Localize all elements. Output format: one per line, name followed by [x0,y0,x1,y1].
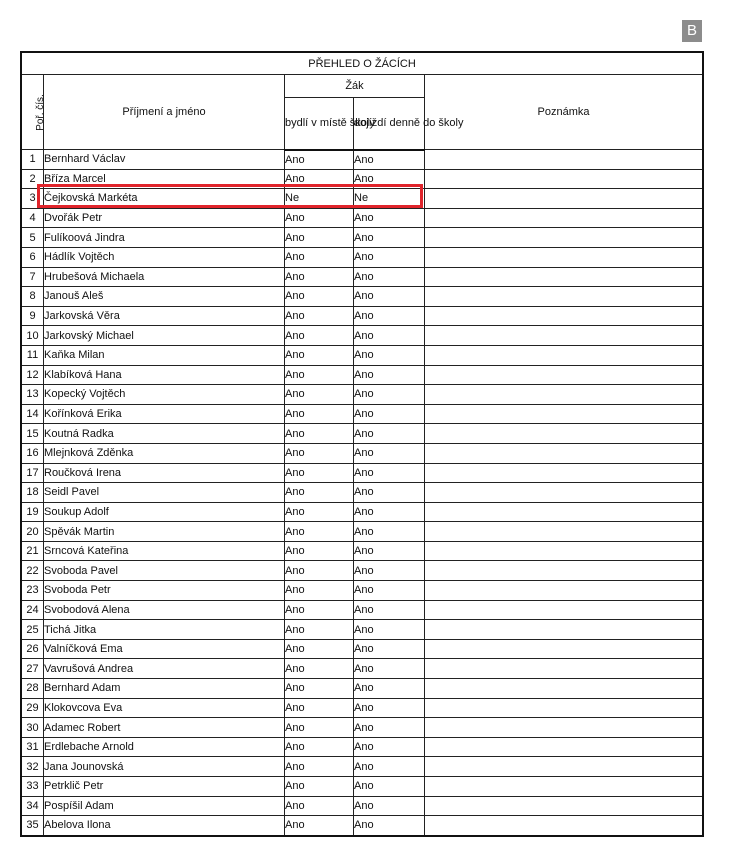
column-header-order-label: Poř. čís. [34,94,46,131]
commutes-value: Ano [354,267,425,287]
commutes-value: Ano [354,443,425,463]
student-name: Jarkovský Michael [44,326,285,346]
student-name: Erdlebache Arnold [44,737,285,757]
lives-value: Ano [285,306,354,326]
note-cell [425,718,703,738]
table-row [22,463,703,483]
commutes-value: Ne [354,189,425,209]
commutes-value: Ano [354,247,425,267]
lives-value: Ano [285,404,354,424]
row-number: 34 [22,796,44,816]
lives-value: Ano [285,385,354,405]
note-cell [425,365,703,385]
note-cell [425,581,703,601]
student-name: Tichá Jitka [44,620,285,640]
lives-value: Ano [285,718,354,738]
note-cell [425,385,703,405]
row-number: 1 [22,150,44,170]
table-row [22,306,703,326]
lives-value: Ano [285,522,354,542]
table-row [22,679,703,699]
row-number: 13 [22,385,44,405]
lives-value: Ano [285,463,354,483]
lives-value: Ano [285,561,354,581]
table-row [22,385,703,405]
row-number: 21 [22,541,44,561]
commutes-value: Ano [354,659,425,679]
row-number: 31 [22,737,44,757]
row-number: 2 [22,169,44,189]
commutes-value: Ano [354,522,425,542]
student-name: Jarkovská Věra [44,306,285,326]
student-name: Kopecký Vojtěch [44,385,285,405]
student-name: Srncová Kateřina [44,541,285,561]
note-cell [425,777,703,797]
student-name: Valníčková Ema [44,639,285,659]
commutes-value: Ano [354,718,425,738]
commutes-value: Ano [354,208,425,228]
lives-value: Ano [285,679,354,699]
commutes-value: Ano [354,306,425,326]
lives-value: Ano [285,326,354,346]
row-number: 20 [22,522,44,542]
row-number: 7 [22,267,44,287]
table-row [22,169,703,189]
row-number: 14 [22,404,44,424]
note-cell [425,816,703,836]
student-name: Hádlík Vojtěch [44,247,285,267]
table-row [22,267,703,287]
student-name: Fulíkoová Jindra [44,228,285,248]
note-cell [425,757,703,777]
commutes-value: Ano [354,737,425,757]
lives-value: Ano [285,816,354,836]
note-cell [425,443,703,463]
commutes-value: Ano [354,816,425,836]
student-name: Roučková Irena [44,463,285,483]
row-number: 4 [22,208,44,228]
student-name: Janouš Aleš [44,287,285,307]
lives-value: Ano [285,365,354,385]
commutes-value: Ano [354,581,425,601]
commutes-value: Ano [354,600,425,620]
commutes-value: Ano [354,228,425,248]
note-cell [425,189,703,209]
commutes-value: Ano [354,169,425,189]
student-name: Bříza Marcel [44,169,285,189]
note-cell [425,247,703,267]
table-row [22,737,703,757]
student-name: Seidl Pavel [44,483,285,503]
table-row [22,796,703,816]
note-cell [425,345,703,365]
note-cell [425,326,703,346]
note-cell [425,228,703,248]
student-name: Svobodová Alena [44,600,285,620]
table-row [22,228,703,248]
table-row [22,581,703,601]
student-name: Kaňka Milan [44,345,285,365]
row-number: 24 [22,600,44,620]
student-name: Koutná Radka [44,424,285,444]
commutes-value: Ano [354,541,425,561]
lives-value: Ano [285,757,354,777]
note-cell [425,463,703,483]
commutes-value: Ano [354,483,425,503]
table-row [22,620,703,640]
column-header-commutes: dojíždí denně do školy [354,98,425,150]
table-row [22,208,703,228]
commutes-value: Ano [354,698,425,718]
lives-value: Ano [285,228,354,248]
commutes-value: Ano [354,502,425,522]
lives-value: Ano [285,796,354,816]
column-header-lives: bydlí v místě školy [285,98,354,150]
row-number: 26 [22,639,44,659]
column-header-order [22,75,44,150]
row-number: 3 [22,189,44,209]
table-row [22,659,703,679]
lives-value: Ano [285,639,354,659]
lives-value: Ano [285,698,354,718]
table-row [22,639,703,659]
commutes-value: Ano [354,777,425,797]
row-number: 27 [22,659,44,679]
commutes-value: Ano [354,404,425,424]
student-name: Čejkovská Markéta [44,189,285,209]
lives-value: Ano [285,483,354,503]
student-name: Jana Jounovská [44,757,285,777]
note-cell [425,620,703,640]
row-number: 15 [22,424,44,444]
row-number: 33 [22,777,44,797]
row-number: 12 [22,365,44,385]
note-cell [425,287,703,307]
note-cell [425,796,703,816]
column-header-note: Poznámka [425,75,703,150]
commutes-value: Ano [354,150,425,170]
table-body [22,150,703,836]
note-cell [425,522,703,542]
note-cell [425,659,703,679]
table-row [22,287,703,307]
table-row [22,483,703,503]
lives-value: Ne [285,189,354,209]
lives-value: Ano [285,600,354,620]
student-name: Kořínková Erika [44,404,285,424]
table-row [22,600,703,620]
lives-value: Ano [285,737,354,757]
table-row [22,698,703,718]
lives-value: Ano [285,659,354,679]
row-number: 30 [22,718,44,738]
commutes-value: Ano [354,463,425,483]
note-cell [425,169,703,189]
note-cell [425,483,703,503]
row-number: 28 [22,679,44,699]
table-row [22,777,703,797]
note-cell [425,267,703,287]
note-cell [425,208,703,228]
student-name: Mlejnková Zděnka [44,443,285,463]
note-cell [425,737,703,757]
table-row [22,541,703,561]
commutes-value: Ano [354,385,425,405]
row-number: 9 [22,306,44,326]
commutes-value: Ano [354,287,425,307]
student-name: Pospíšil Adam [44,796,285,816]
note-cell [425,600,703,620]
lives-value: Ano [285,620,354,640]
table-title: PŘEHLED O ŽÁCÍCH [22,53,703,75]
student-name: Hrubešová Michaela [44,267,285,287]
row-number: 35 [22,816,44,836]
lives-value: Ano [285,424,354,444]
section-badge: B [682,20,702,42]
note-cell [425,679,703,699]
lives-value: Ano [285,581,354,601]
commutes-value: Ano [354,796,425,816]
table-row [22,404,703,424]
commutes-value: Ano [354,757,425,777]
student-name: Petrklič Petr [44,777,285,797]
row-number: 17 [22,463,44,483]
student-name: Abelova Ilona [44,816,285,836]
commutes-value: Ano [354,365,425,385]
lives-value: Ano [285,247,354,267]
commutes-value: Ano [354,326,425,346]
table-row [22,502,703,522]
note-cell [425,424,703,444]
table-row [22,189,703,209]
table-row [22,561,703,581]
table-row [22,816,703,836]
commutes-value: Ano [354,561,425,581]
note-cell [425,639,703,659]
note-cell [425,150,703,170]
lives-value: Ano [285,541,354,561]
student-name: Klabíková Hana [44,365,285,385]
row-number: 32 [22,757,44,777]
student-name: Soukup Adolf [44,502,285,522]
column-header-student: Žák [285,75,425,98]
lives-value: Ano [285,287,354,307]
row-number: 10 [22,326,44,346]
student-name: Bernhard Václav [44,150,285,170]
column-header-name: Příjmení a jméno [44,75,285,150]
table-row [22,345,703,365]
table-row [22,522,703,542]
student-name: Svoboda Petr [44,581,285,601]
student-name: Klokovcova Eva [44,698,285,718]
table-row [22,443,703,463]
note-cell [425,502,703,522]
lives-value: Ano [285,443,354,463]
lives-value: Ano [285,208,354,228]
note-cell [425,561,703,581]
lives-value: Ano [285,169,354,189]
commutes-value: Ano [354,679,425,699]
row-number: 23 [22,581,44,601]
row-number: 25 [22,620,44,640]
commutes-value: Ano [354,620,425,640]
row-number: 6 [22,247,44,267]
lives-value: Ano [285,345,354,365]
student-name: Bernhard Adam [44,679,285,699]
student-overview-table [21,52,703,836]
row-number: 11 [22,345,44,365]
row-number: 16 [22,443,44,463]
note-cell [425,404,703,424]
row-number: 5 [22,228,44,248]
table-row [22,424,703,444]
note-cell [425,698,703,718]
table-row [22,247,703,267]
table-row [22,757,703,777]
table-row [22,718,703,738]
row-number: 22 [22,561,44,581]
student-name: Adamec Robert [44,718,285,738]
note-cell [425,541,703,561]
row-number: 18 [22,483,44,503]
row-number: 29 [22,698,44,718]
lives-value: Ano [285,150,354,170]
commutes-value: Ano [354,424,425,444]
student-name: Dvořák Petr [44,208,285,228]
lives-value: Ano [285,267,354,287]
lives-value: Ano [285,502,354,522]
lives-value: Ano [285,777,354,797]
row-number: 19 [22,502,44,522]
note-cell [425,306,703,326]
table-row [22,326,703,346]
commutes-value: Ano [354,639,425,659]
commutes-value: Ano [354,345,425,365]
student-name: Svoboda Pavel [44,561,285,581]
student-name: Spěvák Martin [44,522,285,542]
table-row [22,150,703,170]
row-number: 8 [22,287,44,307]
student-name: Vavrušová Andrea [44,659,285,679]
table-row [22,365,703,385]
